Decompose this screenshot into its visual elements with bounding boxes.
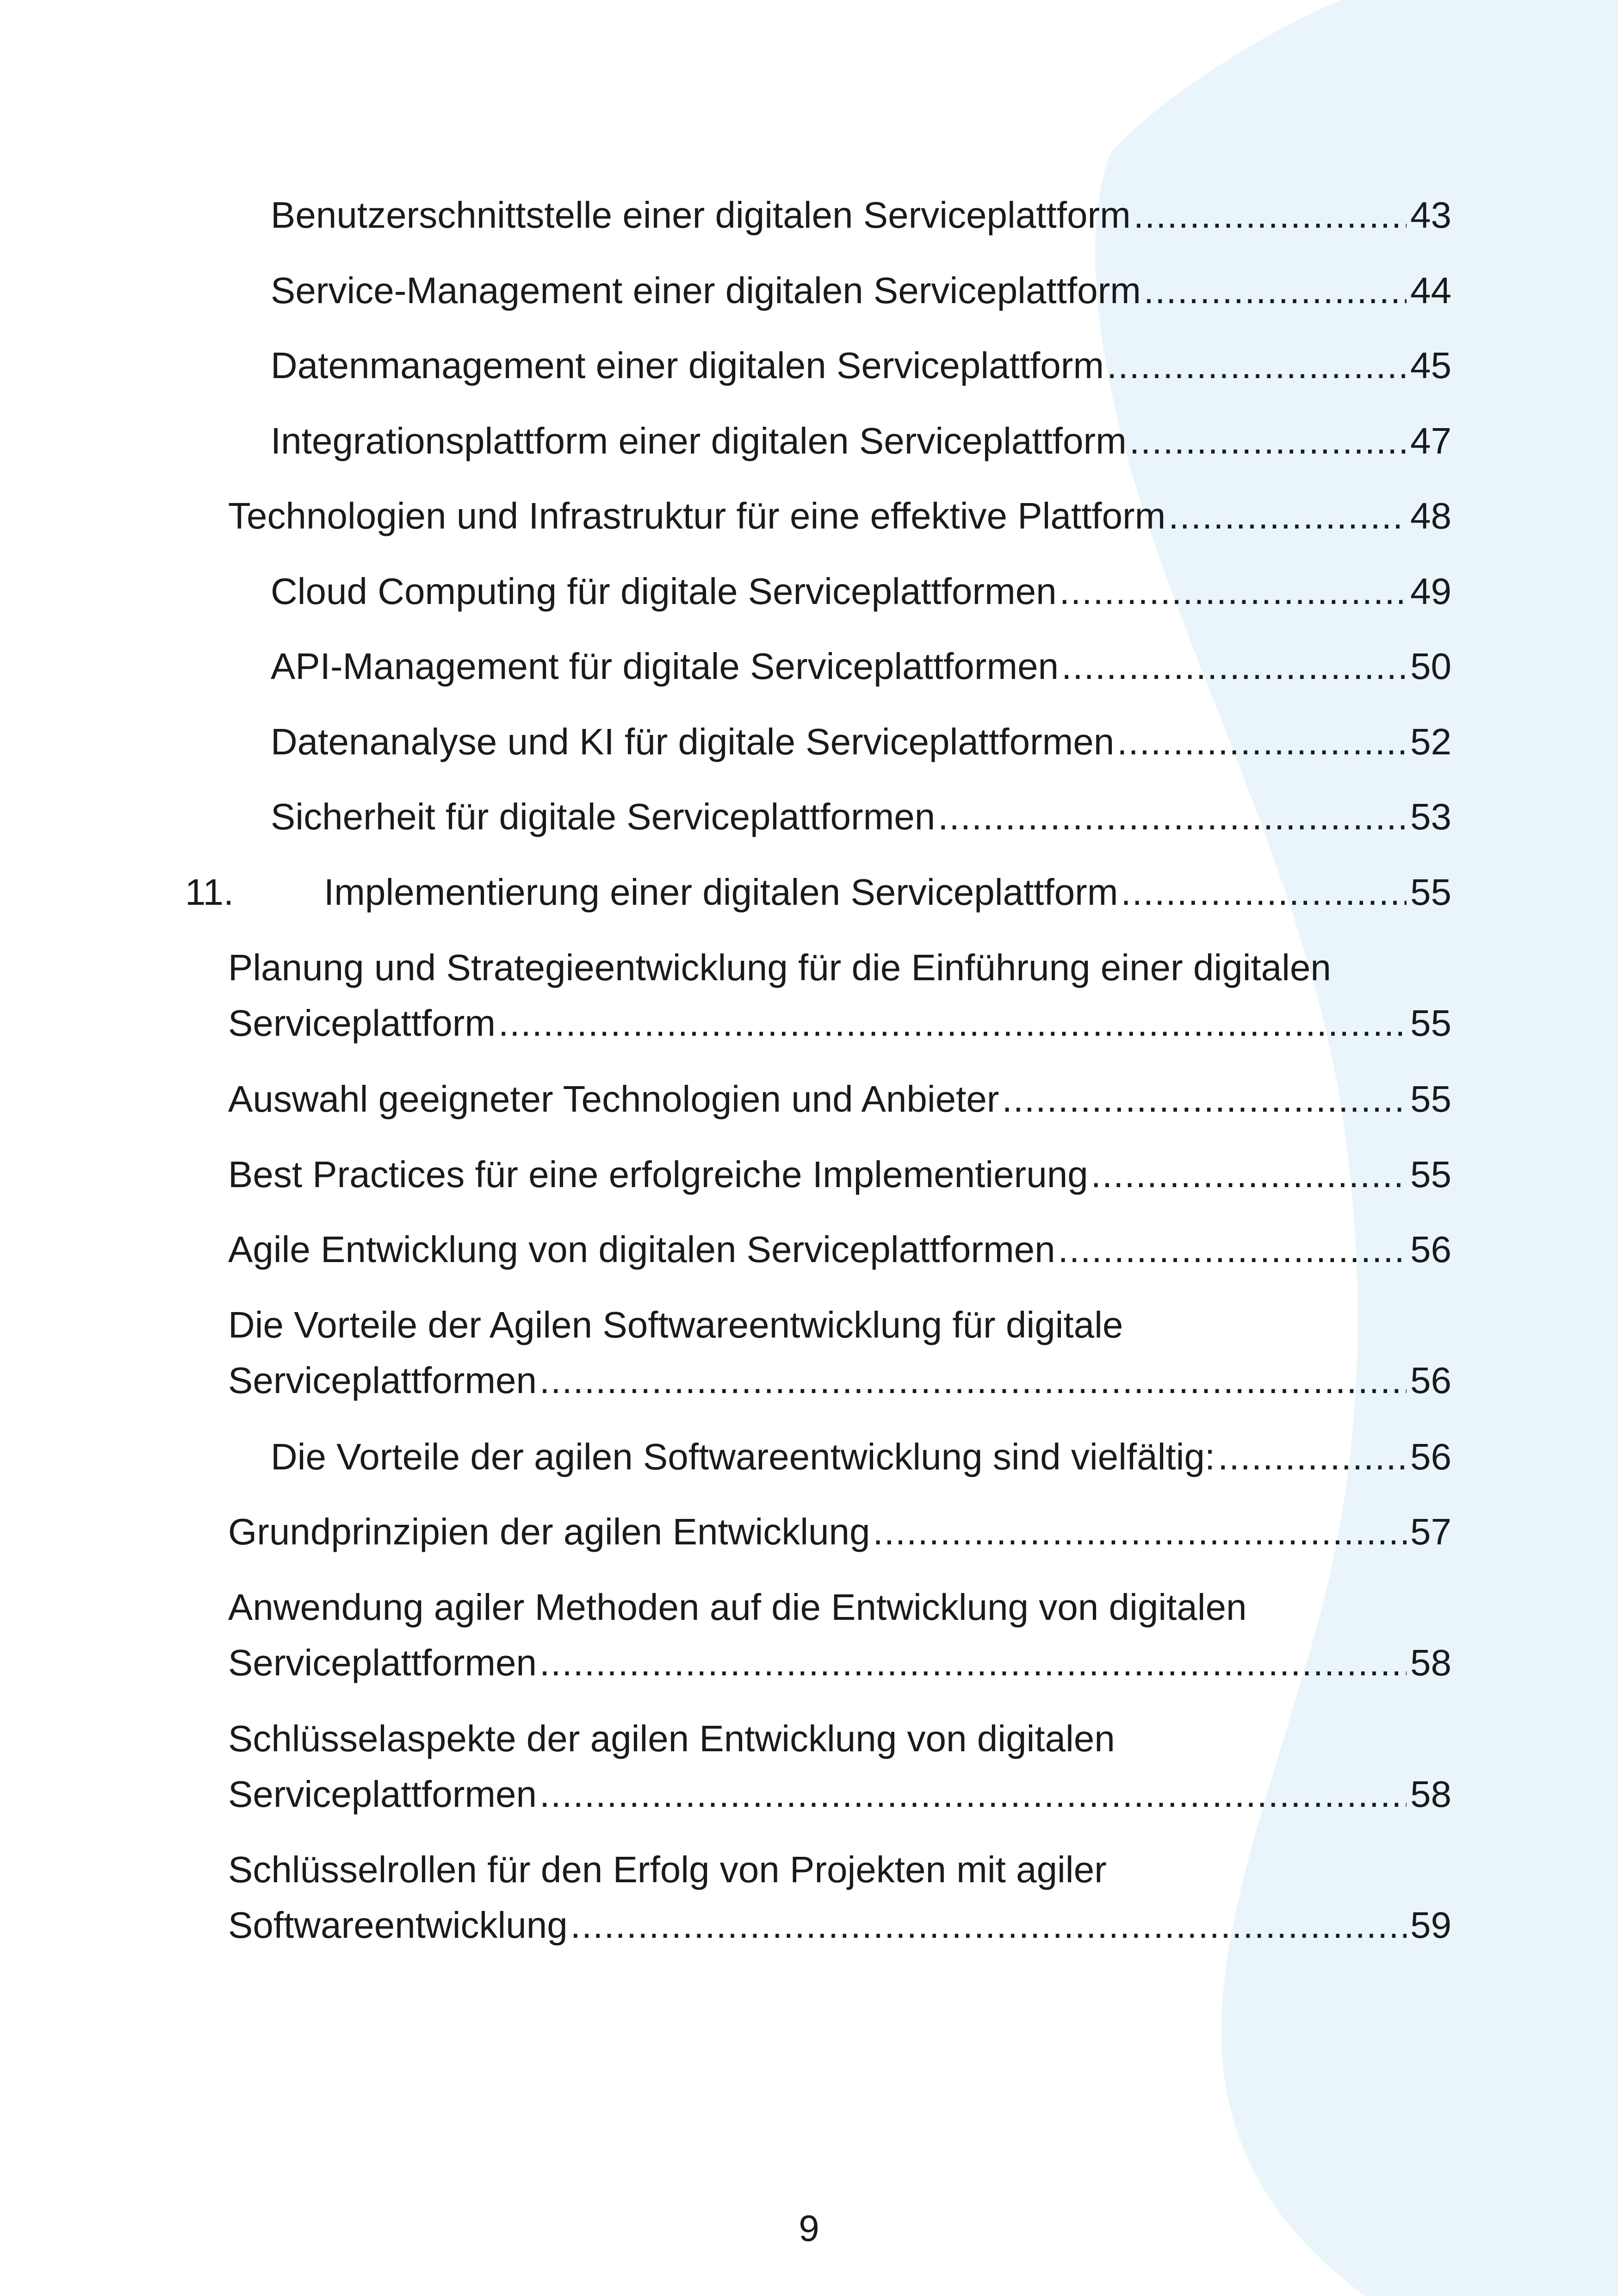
toc-dot-leader <box>873 1504 1407 1560</box>
toc-page-number: 47 <box>1410 420 1451 461</box>
toc-entry-title: Cloud Computing für digitale Serviceplattformen <box>271 571 1057 612</box>
toc-page-number: 48 <box>1410 495 1451 536</box>
toc-entry[interactable] <box>228 940 1451 1051</box>
toc-page-number: 50 <box>1410 646 1451 687</box>
toc-page-number: 44 <box>1410 270 1451 311</box>
toc-entry-title: Agile Entwicklung von digitalen Serviceplattformen <box>228 1229 1055 1270</box>
toc-entry[interactable] <box>228 1071 1451 1127</box>
toc-dot-leader <box>1121 865 1407 920</box>
toc-page-number: 45 <box>1410 345 1451 386</box>
toc-entry[interactable] <box>271 413 1451 469</box>
toc-entry[interactable] <box>271 789 1451 845</box>
toc-page-number: 56 <box>1410 1229 1451 1270</box>
toc-page-number: 55 <box>1410 1002 1451 1044</box>
toc-entry-title: Auswahl geeigneter Technologien und Anbieter <box>228 1078 999 1120</box>
toc-page-number: 53 <box>1410 796 1451 837</box>
toc-entry-title-line1: Planung und Strategieentwicklung für die Einführung einer digitalen <box>228 947 1331 988</box>
toc-dot-leader <box>1058 1222 1407 1277</box>
toc-entry[interactable] <box>228 1842 1451 1953</box>
toc-entry[interactable] <box>228 488 1451 544</box>
toc-entry-title: Grundprinzipien der agilen Entwicklung <box>228 1511 870 1552</box>
toc-dot-leader <box>1061 639 1407 694</box>
toc-page-number: 56 <box>1410 1436 1451 1477</box>
toc-dot-leader <box>1060 564 1407 619</box>
toc-dot-leader <box>539 1353 1407 1408</box>
toc-entry-title: Implementierung einer digitalen Serviceplattform <box>324 871 1118 913</box>
toc-dot-leader <box>1129 413 1407 469</box>
toc-entry[interactable] <box>271 564 1451 619</box>
toc-entry-title: Softwareentwicklung <box>228 1904 568 1946</box>
toc-entry-title: Datenanalyse und KI für digitale Serviceplattformen <box>271 721 1115 762</box>
toc-dot-leader <box>498 996 1407 1051</box>
toc-entry-title: Best Practices für eine erfolgreiche Implementierung <box>228 1154 1088 1195</box>
toc-entry-title: Serviceplattformen <box>228 1642 537 1683</box>
toc-page-number: 55 <box>1410 871 1451 913</box>
toc-entry[interactable] <box>228 1222 1451 1277</box>
toc-dot-leader <box>1091 1147 1407 1202</box>
toc-page-number: 52 <box>1410 721 1451 762</box>
toc-page-number: 55 <box>1410 1154 1451 1195</box>
toc-dot-leader <box>1218 1429 1407 1485</box>
toc-page-number: 49 <box>1410 571 1451 612</box>
toc-entry[interactable] <box>228 1580 1451 1691</box>
page-number: 9 <box>799 2208 819 2249</box>
toc-entry-title-line1: Schlüsselrollen für den Erfolg von Projekten mit agiler <box>228 1849 1107 1890</box>
toc-page-number: 58 <box>1410 1642 1451 1683</box>
toc-entry-title-line1: Die Vorteile der Agilen Softwareentwicklung für digitale <box>228 1304 1123 1345</box>
toc-entry[interactable] <box>271 639 1451 694</box>
toc-chapter-entry[interactable] <box>185 865 1451 920</box>
toc-entry-title: Datenmanagement einer digitalen Serviceplattform <box>271 345 1104 386</box>
toc-entry-title: Integrationsplattform einer digitalen Serviceplattform <box>271 420 1127 461</box>
toc-entry-title: Service-Management einer digitalen Serviceplattform <box>271 270 1141 311</box>
toc-entry[interactable] <box>228 1504 1451 1560</box>
toc-entry-title: API-Management für digitale Serviceplattformen <box>271 646 1059 687</box>
toc-entry[interactable] <box>271 338 1451 393</box>
toc-entry[interactable] <box>228 1297 1451 1408</box>
toc-dot-leader <box>539 1767 1407 1822</box>
toc-dot-leader <box>1134 187 1407 243</box>
toc-dot-leader <box>938 789 1407 845</box>
toc-entry[interactable] <box>271 263 1451 318</box>
toc-entry[interactable] <box>271 714 1451 770</box>
toc-page-number: 43 <box>1410 194 1451 236</box>
toc-page-number: 56 <box>1410 1360 1451 1401</box>
toc-entry-title: Die Vorteile der agilen Softwareentwicklung sind vielfältig: <box>271 1436 1215 1477</box>
toc-entry-title: Sicherheit für digitale Serviceplattformen <box>271 796 936 837</box>
toc-dot-leader <box>1168 488 1407 544</box>
toc-entry-title: Benutzerschnittstelle einer digitalen Serviceplattform <box>271 194 1131 236</box>
toc-entry[interactable] <box>228 1147 1451 1202</box>
toc-entry-title: Technologien und Infrastruktur für eine effektive Plattform <box>228 495 1166 536</box>
toc-page-number: 55 <box>1410 1078 1451 1120</box>
toc-entry-title: Serviceplattformen <box>228 1360 537 1401</box>
toc-page-number: 59 <box>1410 1904 1451 1946</box>
toc-entry-title: Serviceplattformen <box>228 1773 537 1815</box>
toc-dot-leader <box>1117 714 1407 770</box>
toc-entry-title-line1: Schlüsselaspekte der agilen Entwicklung von digitalen <box>228 1718 1115 1759</box>
toc-entry[interactable] <box>271 1429 1451 1485</box>
toc-page-number: 57 <box>1410 1511 1451 1552</box>
toc-entry-title-line1: Anwendung agiler Methoden auf die Entwicklung von digitalen <box>228 1587 1247 1628</box>
toc-dot-leader <box>1002 1071 1407 1127</box>
toc-dot-leader <box>539 1635 1407 1691</box>
toc-dot-leader <box>1144 263 1407 318</box>
toc-entry[interactable] <box>228 1711 1451 1822</box>
toc-entry[interactable] <box>271 187 1451 243</box>
toc-entry-title: Serviceplattform <box>228 1002 496 1044</box>
toc-dot-leader <box>570 1898 1407 1953</box>
toc-dot-leader <box>1107 338 1407 393</box>
toc-chapter-number: 11. <box>185 871 234 913</box>
toc-page-number: 58 <box>1410 1773 1451 1815</box>
